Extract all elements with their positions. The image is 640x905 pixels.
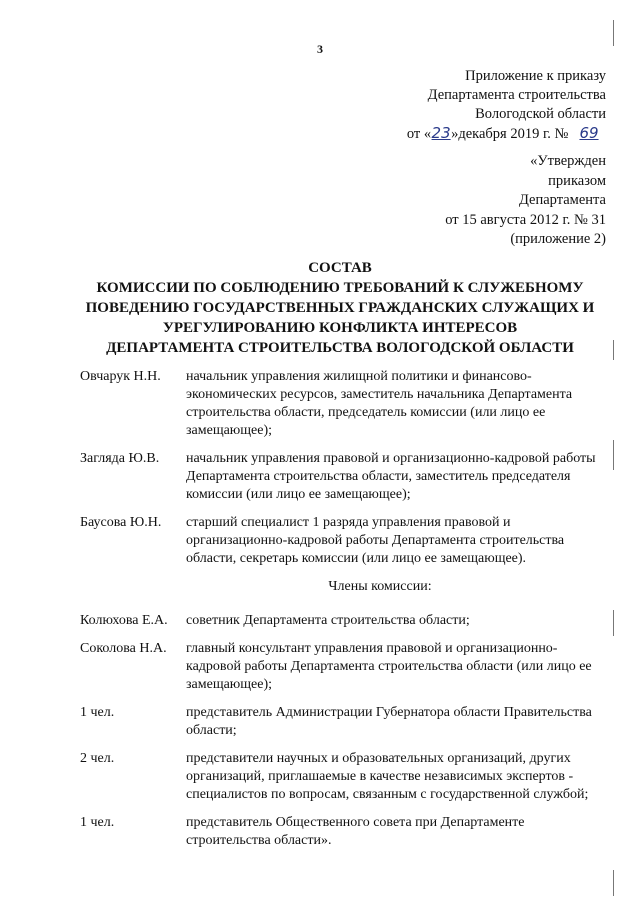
title-line-4: УРЕГУЛИРОВАНИЮ КОНФЛИКТА ИНТЕРЕСОВ <box>162 320 518 336</box>
approved-line-4: от 15 августа 2012 г. № 31 <box>445 211 606 228</box>
scan-edge-mark <box>613 440 614 470</box>
date-middle: »декабря 2019 г. № <box>451 126 569 142</box>
member-name: Колюхова Е.А. <box>80 613 168 628</box>
member-role: старший специалист 1 разряда управления правовой и организационно-кадровой работы Департамента строительства области, секретарь комиссии (или лицо ее замещающее). <box>186 515 565 566</box>
appendix-header <box>407 67 606 144</box>
member-name: Овчарук Н.Н. <box>80 369 161 384</box>
scan-edge-mark <box>613 610 614 636</box>
member-role: главный консультант управления правовой и организационно-кадровой работы Департамента строительства области (или лицо ее замещающее); <box>186 641 592 692</box>
member-role: начальник управления правовой и организационно-кадровой работы Департамента строительства области, заместитель председателя комиссии (или лицо ее замещающее); <box>186 451 596 502</box>
appendix-line-1: Приложение к приказу <box>465 68 606 84</box>
scan-edge-mark <box>613 870 614 896</box>
member-row <box>80 450 610 504</box>
date-prefix: от « <box>406 126 432 142</box>
member-name: 2 чел. <box>80 751 115 766</box>
approved-line-1: «Утвержден <box>530 153 606 169</box>
member-name: 1 чел. <box>80 705 115 720</box>
appendix-date-line <box>407 124 606 144</box>
member-row <box>80 612 610 630</box>
member-role: начальник управления жилищной политики и финансово-экономических ресурсов, заместитель начальника Департамента строительства области, председатель комиссии (или лицо ее замещающее); <box>186 369 573 438</box>
document-title <box>60 258 620 358</box>
handwritten-day: 23 <box>431 124 451 142</box>
member-name: Баусова Ю.Н. <box>80 515 162 530</box>
members-heading: Члены комиссии: <box>328 579 432 594</box>
member-role: советник Департамента строительства области; <box>186 613 470 628</box>
scan-edge-mark <box>613 340 614 360</box>
title-line-2: КОМИССИИ ПО СОБЛЮДЕНИЮ ТРЕБОВАНИЙ К СЛУЖЕБНОМУ <box>96 280 584 296</box>
title-line-3: ПОВЕДЕНИЮ ГОСУДАРСТВЕННЫХ ГРАЖДАНСКИХ СЛУЖАЩИХ И <box>85 300 595 316</box>
member-role: представитель Администрации Губернатора области Правительства области; <box>186 705 592 738</box>
member-row <box>80 640 610 694</box>
appendix-line-2: Департамента строительства <box>427 87 606 103</box>
appendix-line-3: Вологодской области <box>475 106 606 122</box>
handwritten-order-number: 69 <box>579 124 599 142</box>
approved-line-3: Департамента <box>518 192 606 208</box>
member-name: Соколова Н.А. <box>80 641 167 656</box>
member-role: представители научных и образовательных организаций, других организаций, приглашаемые в качестве независимых экспертов - специалистов по вопросам, связанным с государственной службой; <box>186 751 589 802</box>
member-row <box>80 514 610 568</box>
scan-edge-mark <box>613 20 614 46</box>
title-line-1: СОСТАВ <box>308 260 372 276</box>
member-name: Загляда Ю.В. <box>80 451 160 466</box>
approved-block <box>445 152 606 250</box>
member-role: представитель Общественного совета при Департаменте строительства области». <box>186 815 525 848</box>
approved-line-5: (приложение 2) <box>510 231 606 247</box>
member-row <box>80 368 610 440</box>
page-number: 3 <box>317 42 323 56</box>
member-row <box>80 750 610 804</box>
commission-composition <box>80 368 610 860</box>
approved-line-2: приказом <box>548 172 606 189</box>
member-name: 1 чел. <box>80 815 115 830</box>
title-line-5: ДЕПАРТАМЕНТА СТРОИТЕЛЬСТВА ВОЛОГОДСКОЙ ОБЛАСТИ <box>106 340 574 356</box>
member-row <box>80 814 610 850</box>
member-row <box>80 704 610 740</box>
